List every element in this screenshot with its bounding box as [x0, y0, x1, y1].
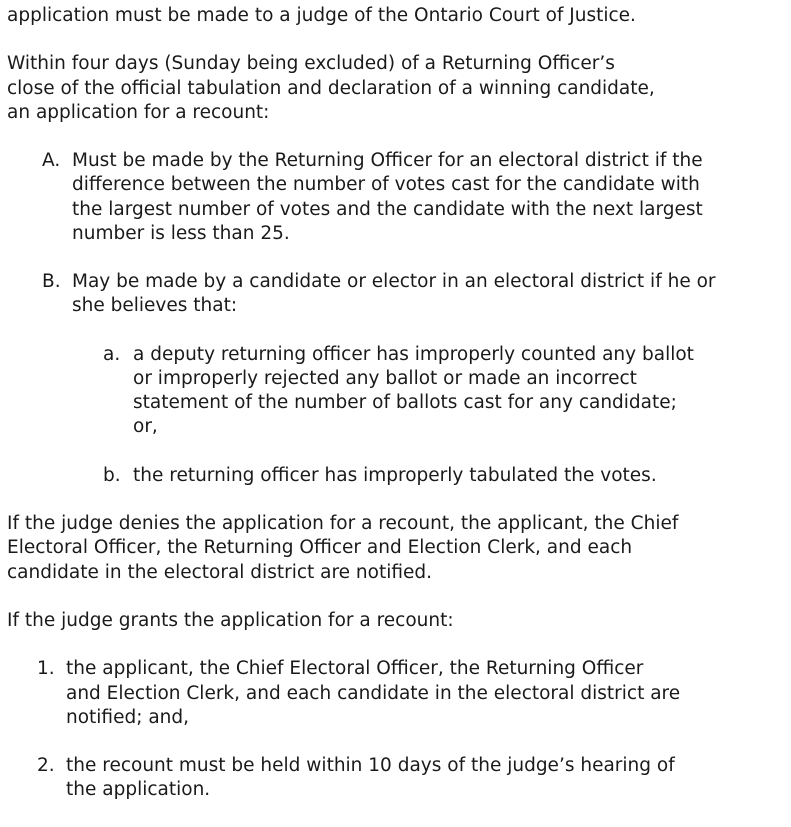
recount-conditions-list — [7, 149, 787, 318]
belief-grounds-list — [7, 343, 787, 488]
list-marker: 2. — [37, 755, 55, 777]
list-item-a — [7, 149, 787, 246]
list-item-text: a deputy returning officer has improperly counted any ballot or improperly rejected any ballot or made an incorrect statement of the number of ballots cast for any candidate; or, — [133, 343, 694, 438]
list-item-sub-b — [7, 464, 787, 488]
list-item-text: May be made by a candidate or elector in an electoral district if he or she believes that: — [72, 271, 716, 317]
list-item-text: Must be made by the Returning Officer for an electoral district if the difference between the number of votes cast for the candidate with the largest number of votes and the candidate with the next largest number is less than 25. — [72, 150, 703, 244]
judge-denies-paragraph: If the judge denies the application for a recount, the applicant, the Chief Electoral Officer, the Returning Officer and Election Clerk, and each candidate in the electoral district are notified. — [7, 513, 679, 583]
list-marker: a. — [103, 343, 121, 365]
list-marker: 1. — [37, 658, 55, 680]
recount-steps-list — [7, 657, 787, 802]
intro-paragraph: application must be made to a judge of the Ontario Court of Justice. — [7, 5, 636, 26]
document-body — [7, 4, 787, 827]
list-item-text: the applicant, the Chief Electoral Officer, the Returning Officer and Election Clerk, and each candidate in the electoral district are notified; and, — [66, 658, 681, 728]
judge-grants-paragraph: If the judge grants the application for a recount: — [7, 609, 454, 631]
list-item-sub-a — [7, 343, 787, 440]
list-marker: b. — [103, 464, 121, 486]
list-item-b — [7, 270, 787, 318]
list-marker: B. — [42, 271, 61, 293]
list-item-text: the recount must be held within 10 days of the judge’s hearing of the application. — [66, 755, 675, 801]
list-marker: A. — [42, 150, 61, 172]
recount-application-paragraph: Within four days (Sunday being excluded) of a Returning Officer’s close of the official tabulation and declaration of a winning candidate, an application for a recount: — [7, 53, 655, 123]
list-item-text: the returning officer has improperly tabulated the votes. — [133, 464, 657, 486]
list-item-1 — [7, 657, 787, 730]
list-item-2 — [7, 754, 787, 802]
